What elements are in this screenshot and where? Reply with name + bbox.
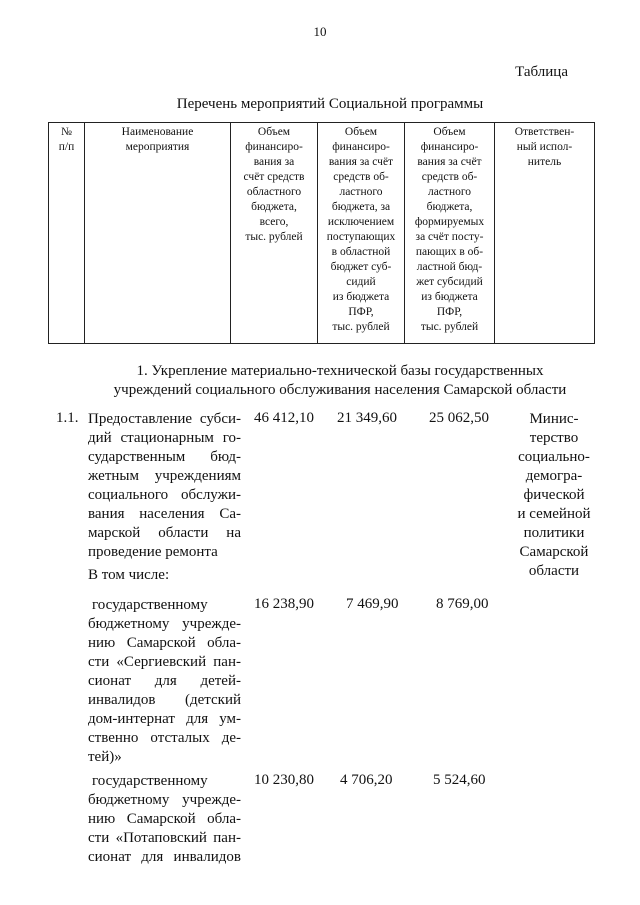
subrow-line: инвалидов (детский	[88, 692, 241, 708]
row-line: жетным учреждениям	[88, 468, 241, 484]
subrow-line: государственному	[92, 773, 208, 789]
row-line: Предоставление субси-	[88, 411, 241, 427]
row-line: вания населения Са-	[88, 506, 241, 522]
row-total-value: 46 412,10	[254, 410, 314, 426]
header-number: № п/п	[49, 123, 85, 344]
subrow-line: сионат для инвалидов	[88, 849, 241, 865]
subrow-line: дом-интернат для ум-	[88, 711, 241, 727]
header-funding-pfr: Объем финансиро- вания за счёт средств об- ластного бюджета, формируемых за счёт посту- пающих в об- ластной бюд- жет субсидий из бюджета ПФР, тыс. рублей	[405, 123, 495, 344]
row-pfr-value: 25 062,50	[429, 410, 489, 426]
row-executor: Минис- терство социально- демогра- фической и семейной политики Самарской области	[517, 411, 591, 579]
subrow-line: нию Самарской обла-	[88, 635, 241, 651]
page-number: 10	[313, 24, 327, 39]
row-line: марской области на	[88, 525, 241, 541]
subrow-line: нию Самарской обла-	[88, 811, 241, 827]
subrow-line: бюджетному учрежде-	[88, 616, 241, 632]
row-line: сударственным бюд-	[88, 449, 241, 465]
subrow-line: сти «Потаповский пан-	[88, 830, 241, 846]
table-label: Таблица	[515, 64, 568, 80]
table-header	[48, 122, 595, 344]
header-name: Наименование мероприятия	[85, 123, 231, 344]
subrow-line: бюджетному учрежде-	[88, 792, 241, 808]
subrow-line: сти «Сергиевский пан-	[88, 654, 241, 670]
header-total-funding: Объем финансиро- вания за счёт средств областного бюджета, всего, тыс. рублей	[231, 123, 318, 344]
subrow-pfr-value: 5 524,60	[433, 772, 486, 788]
row-description	[88, 410, 241, 562]
row-number: 1.1.	[56, 410, 79, 426]
section-title: 1. Укрепление материально-технической базы государственных учреждений социального обслуживания населения Самарской области	[113, 363, 567, 398]
subrow-line: сионат для детей-	[88, 673, 241, 689]
header-funding-excluding-pfr: Объем финансиро- вания за счёт средств об- ластного бюджета, за исключением поступающих в областной бюджет суб- сидий из бюджета ПФР, тыс. рублей	[318, 123, 405, 344]
subrow-excl-value: 4 706,20	[340, 772, 393, 788]
subrow-line: ственно отсталых де-	[88, 730, 241, 746]
subrow-line: государственному	[92, 597, 208, 613]
subrow-total-value: 10 230,80	[254, 772, 314, 788]
document-title: Перечень мероприятий Социальной программы	[176, 96, 484, 112]
including-label: В том числе:	[88, 567, 170, 583]
subrow-excl-value: 7 469,90	[346, 596, 399, 612]
subrow-line: тей)»	[88, 749, 122, 765]
header-executor: Ответствен- ный испол- нитель	[495, 123, 595, 344]
row-line: проведение ремонта	[88, 544, 218, 560]
subrow-description	[88, 772, 241, 867]
subrow-description	[88, 596, 241, 767]
subrow-pfr-value: 8 769,00	[436, 596, 489, 612]
row-line: социального обслужи-	[88, 487, 241, 503]
subrow-total-value: 16 238,90	[254, 596, 314, 612]
row-line: дий стационарным го-	[88, 430, 241, 446]
row-excl-value: 21 349,60	[337, 410, 397, 426]
